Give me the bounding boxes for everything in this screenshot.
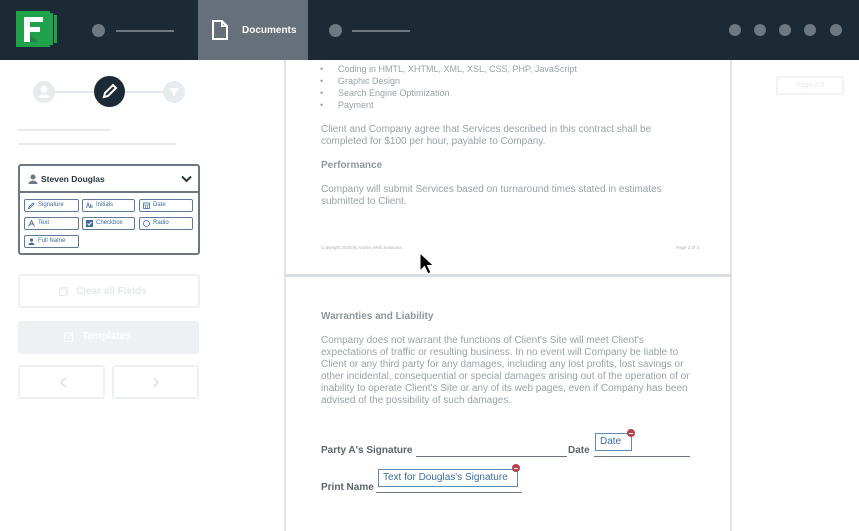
nav-step-line — [116, 30, 174, 32]
party-a-signature-label: Party A's Signature — [321, 445, 413, 456]
document-left-border — [284, 60, 286, 531]
step-connector — [124, 91, 168, 93]
text-field-chip[interactable] — [24, 217, 79, 230]
paragraph-line: expectations of traffic or resulting business. In no event will Company be liable to — [321, 347, 679, 358]
step-send[interactable] — [163, 81, 185, 103]
date-field-chip[interactable] — [139, 199, 193, 212]
chevron-left-icon — [59, 377, 67, 388]
checkbox-icon — [86, 220, 93, 227]
documents-tab[interactable] — [198, 0, 308, 60]
date-label: Date — [568, 445, 590, 456]
signature-field-chip[interactable] — [24, 199, 79, 212]
text-icon — [28, 220, 35, 227]
chip-label: Date — [153, 202, 166, 208]
signature-line — [416, 456, 567, 457]
chip-label: Radio — [153, 220, 169, 226]
clear-all-fields-label: Clear all Fields — [76, 286, 147, 297]
initials-icon — [86, 202, 93, 209]
bullet-item: • Payment — [320, 100, 374, 110]
paragraph-line: Client and Company agree that Services described in this contract shall be — [321, 124, 652, 135]
document-icon — [211, 20, 229, 40]
paragraph-line: inability to operate Client's Site or any of its web pages, even if Company has been — [321, 383, 688, 394]
documents-tab-label: Documents — [242, 25, 297, 36]
toolbar-dot[interactable] — [729, 24, 741, 36]
nav-step-dot[interactable] — [329, 24, 342, 37]
radio-icon — [143, 220, 150, 227]
full-name-field-chip[interactable] — [24, 235, 79, 248]
top-bar — [0, 0, 859, 60]
filter-icon — [163, 81, 185, 103]
paragraph-line: Company does not warrant the functions of Client's Site will meet Client's — [321, 335, 644, 346]
step-edit[interactable] — [94, 76, 125, 107]
nav-step-line — [352, 30, 410, 32]
chip-label: Checkbox — [96, 220, 123, 226]
toolbar-dot[interactable] — [754, 24, 766, 36]
section-heading: Warranties and Liability — [321, 311, 434, 322]
edit-icon — [64, 332, 74, 342]
chip-label: Signature — [38, 202, 64, 208]
toolbar-dot[interactable] — [830, 24, 842, 36]
pen-icon — [28, 202, 35, 209]
templates-button[interactable] — [18, 321, 199, 354]
chevron-right-icon — [152, 377, 160, 388]
toolbar-dot[interactable] — [804, 24, 816, 36]
clear-all-fields-button[interactable] — [18, 274, 200, 308]
previous-button[interactable] — [18, 365, 105, 399]
nav-step-dot[interactable] — [92, 24, 105, 37]
print-name-label: Print Name — [321, 482, 374, 493]
chip-label: Initials — [96, 202, 114, 208]
next-button[interactable] — [112, 365, 199, 399]
sidebar-placeholder-line — [18, 143, 176, 145]
print-name-line — [376, 492, 522, 493]
section-heading: Performance — [321, 160, 383, 171]
templates-label: Templates — [82, 331, 131, 342]
pencil-icon — [94, 76, 125, 107]
date-line — [594, 456, 690, 457]
placed-text-field[interactable]: Text for Douglas's Signature — [378, 469, 518, 487]
chip-label: Full Name — [38, 238, 66, 244]
remove-field-icon[interactable] — [512, 464, 520, 472]
document-right-border — [730, 60, 732, 531]
copy-icon — [59, 287, 68, 296]
sidebar-placeholder-line — [18, 129, 110, 131]
remove-field-icon[interactable] — [627, 429, 635, 437]
initials-field-chip[interactable] — [82, 199, 135, 212]
paragraph-line: other incidental, consequential or special damages arising out of the operation of or — [321, 371, 690, 382]
radio-field-chip[interactable] — [139, 217, 193, 230]
person-icon — [33, 81, 55, 103]
user-icon — [28, 174, 38, 184]
app-logo-icon — [16, 11, 58, 47]
bullet-item: • Coding in HMTL, XHTML, XML, XSL, CSS, PHP, JavaScript — [320, 64, 577, 74]
paragraph-line: submitted to Client. — [321, 196, 407, 207]
chip-label: Text — [38, 220, 50, 226]
bullet-item: • Search Engine Optimization — [320, 88, 450, 98]
chevron-down-icon[interactable] — [181, 175, 192, 183]
paragraph-line: Client or any third party for any damages, including any lost profits, lost savings or — [321, 359, 684, 370]
placed-date-field[interactable]: Date — [595, 433, 632, 451]
page-indicator: Page 2/3 — [776, 76, 844, 95]
checkbox-field-chip[interactable] — [82, 217, 135, 230]
paragraph-line: Company will submit Services based on turnaround times stated in estimates — [321, 184, 662, 195]
signer-dropdown[interactable] — [20, 166, 198, 193]
page-footer-right: Page 2 of 3 — [676, 245, 700, 250]
calendar-icon — [143, 202, 150, 209]
paragraph-line: advised of the possibility of such damages. — [321, 395, 512, 406]
signer-name: Steven Douglas — [41, 174, 105, 184]
mouse-cursor-icon — [419, 252, 435, 278]
page-footer-left: Copyright 2020 by Vortex Web Solutions — [321, 245, 402, 250]
toolbar-dot[interactable] — [779, 24, 791, 36]
page-separator — [286, 274, 732, 277]
bullet-item: • Graphic Design — [320, 76, 401, 86]
step-connector — [52, 91, 96, 93]
person-icon — [28, 238, 35, 245]
step-recipients[interactable] — [33, 81, 55, 103]
paragraph-line: completed for $100 per hour, payable to Company. — [321, 136, 546, 147]
